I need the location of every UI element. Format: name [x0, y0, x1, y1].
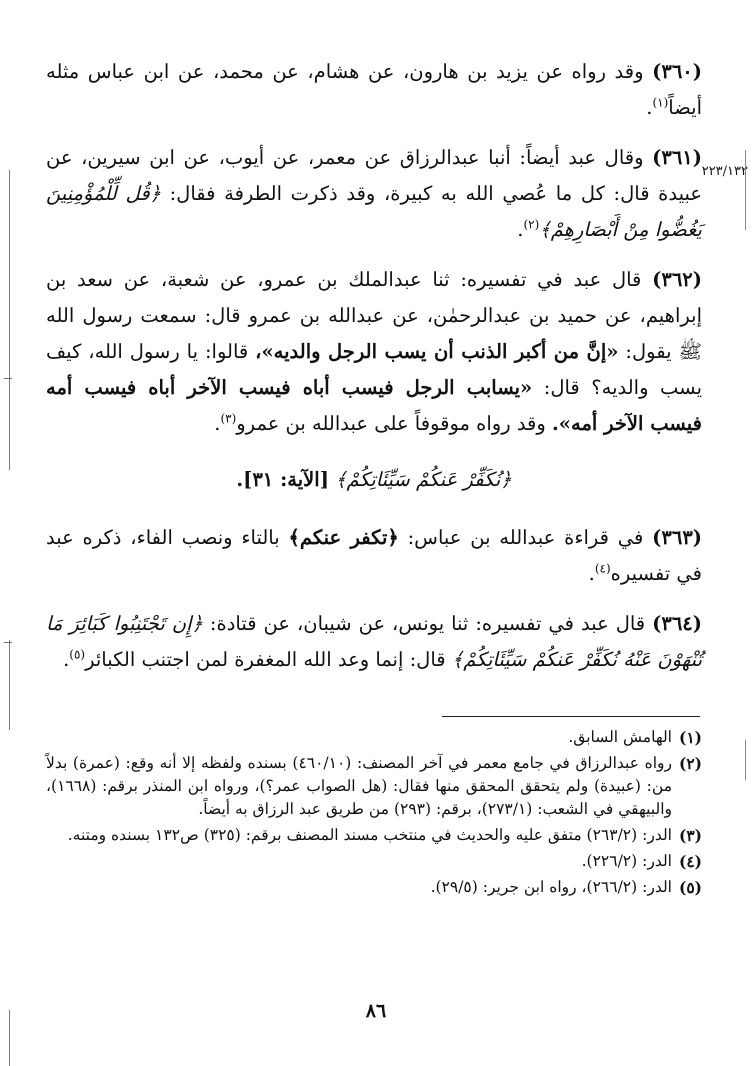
verse-reference: [الآية: ٣١].: [236, 468, 329, 491]
paragraph-text: وقال عبد أيضاً: أنبا عبدالرزاق عن معمر، عن أيوب، عن ابن سيرين، عن عبيدة قال: كل ما عُصي الله به كبيرة، وقد ذكرت الطرفة فقال:: [46, 146, 703, 205]
footnote-ref[interactable]: (١): [652, 95, 669, 110]
scan-edge-line: [9, 640, 10, 730]
paragraph-text: قالوا: يا رسول الله، كيف يسب والديه؟ قال:: [46, 340, 702, 399]
paragraph-text: قال عبد في تفسيره: ثنا عبدالملك بن عمرو، عن شعبة، عن سعد بن إبراهيم، عن حميد بن عبدالرحمٰن، عن عبدالله بن عمرو قال: سمعت رسول الله ﷺ يقول:: [46, 268, 703, 363]
footnote-item: [46, 726, 702, 749]
footnote-item: [46, 876, 702, 899]
paragraph-number: (٣٦١): [652, 146, 702, 169]
paragraph-number: (٣٦٤): [652, 612, 703, 635]
quran-verse: ﴿قُل لِّلْمُؤْمِنِينَ يَغُضُّوا مِنْ أَبْصَارِهِمْ﴾: [46, 182, 702, 241]
margin-manuscript-ref: ٢٢٣/١٣٢: [701, 164, 748, 179]
paragraph-number: (٣٦٢): [652, 268, 703, 291]
scan-edge-tick: [4, 642, 12, 643]
footnote-text: الدر: (٢٢٦/٢).: [581, 852, 672, 870]
footnote-ref[interactable]: (٥): [69, 647, 86, 662]
scan-edge-line: [9, 170, 10, 470]
hadith-text: «يسابب الرجل فيسب أباه فيسب الآخر أباه فيسب أمه فيسب الآخر أمه».: [46, 376, 702, 435]
footnote-item: [46, 752, 702, 821]
paragraph-number: (٣٦٠): [652, 60, 703, 83]
footnote-item: [46, 850, 702, 873]
quran-reading: ﴿تكفر عنكم﴾: [288, 526, 399, 549]
footnote-ref[interactable]: (٣): [220, 411, 237, 426]
page-number: ٨٦: [365, 1000, 387, 1022]
scan-edge-line: [9, 1010, 10, 1066]
paragraph-361: (٣٦١) وقال عبد أيضاً: أنبا عبدالرزاق عن معمر، عن أيوب، عن ابن سيرين، عن عبيدة قال: كل ما عُصي الله به كبيرة، وقد ذكرت الطرفة فقال: ﴿قُل لِّلْمُؤْمِنِينَ يَغُضُّوا مِنْ أَبْصَارِهِمْ﴾$^{(٢)}$.: [46, 146, 703, 241]
paragraph-text: وقد رواه عن يزيد بن هارون، عن هشام، عن محمد، عن ابن عباس مثله أيضاً: [46, 60, 702, 119]
paragraph-number: (٣٦٣): [652, 526, 703, 549]
footnote-number: (٣): [678, 826, 702, 845]
verse-heading: [46, 462, 702, 498]
paragraph-text: بالتاء ونصب الفاء، ذكره عبد في تفسيره: [46, 526, 702, 585]
paragraph-text: قال: إنما وعد الله المغفرة لمن اجتنب الكبائر: [85, 648, 446, 671]
hadith-text: «إنَّ من أكبر الذنب أن يسب الرجل والديه»،: [255, 340, 619, 363]
paragraph-362: (٣٦٢) قال عبد في تفسيره: ثنا عبدالملك بن عمرو، عن شعبة، عن سعد بن إبراهيم، عن حميد بن عبدالرحمٰن، عن عبدالله بن عمرو قال: سمعت رسول الله ﷺ يقول: «إنَّ من أكبر الذنب أن يسب الرجل والديه»، قالوا: يا رسول الله، كيف يسب والديه؟ قال: «يسابب الرجل فيسب أباه فيسب الآخر أباه فيسب أمه فيسب الآخر أمه». وقد رواه موقوفاً على عبدالله بن عمرو$^{(٣)}$.: [46, 268, 703, 435]
footnotes: [46, 726, 702, 902]
main-text: [46, 54, 702, 692]
footnote-text: الدر: (٢٦٦/٢)، رواه ابن جرير: (٢٩/٥).: [430, 878, 672, 896]
paragraph-364: (٣٦٤) قال عبد في تفسيره: ثنا يونس، عن شيبان، عن قتادة: ﴿إِن تَجْتَنِبُوا كَبَائِرَ مَا تُنْهَوْنَ عَنْهُ نُكَفِّرْ عَنكُمْ سَيِّئَاتِكُمْ﴾ قال: إنما وعد الله المغفرة لمن اجتنب الكبائر$^{(٥)}$.: [46, 612, 703, 671]
footnote-divider: [442, 716, 700, 717]
paragraph-text: في قراءة عبدالله بن عباس:: [407, 526, 644, 549]
quran-verse: ﴿نُكَفِّرْ عَنكُمْ سَيِّئَاتِكُمْ﴾: [335, 468, 512, 491]
footnote-ref[interactable]: (٤): [594, 561, 611, 576]
footnote-number: (٢): [678, 754, 702, 773]
scan-edge-tick: [4, 378, 12, 379]
footnote-number: (١): [678, 728, 702, 747]
quran-verse: ﴿إِن تَجْتَنِبُوا كَبَائِرَ مَا تُنْهَوْنَ عَنْهُ نُكَفِّرْ عَنكُمْ سَيِّئَاتِكُمْ﴾: [46, 612, 702, 671]
footnote-text: الهامش السابق.: [568, 728, 672, 746]
footnote-item: [46, 824, 702, 847]
footnote-number: (٤): [678, 852, 702, 871]
footnote-text: الدر: (٢٦٣/٢) متفق عليه والحديث في منتخب مسند المصنف برقم: (٣٢٥) ص١٣٢ بسنده ومتنه.: [67, 826, 672, 844]
scan-edge-line: [745, 740, 746, 780]
paragraph-363: (٣٦٣) في قراءة عبدالله بن عباس: ﴿تكفر عنكم﴾ بالتاء ونصب الفاء، ذكره عبد في تفسيره$^{(٤)}$.: [46, 526, 703, 585]
footnote-text: رواه عبدالرزاق في جامع معمر في آخر المصنف: (٤٦٠/١٠) بسنده ولفظه إلا أنه وقع: (عمرة) بدلاً من: (عبيدة) ولم يتحقق المحقق منها فقال: (هل الصواب عمر؟)، ورواه ابن المنذر برقم: (١٦٦٨)، والبيهقي في الشعب: (٢٧٣/١)، برقم: (٢٩٣) من طريق عبد الرزاق به أيضاً.: [46, 754, 672, 818]
paragraph-text: قال عبد في تفسيره: ثنا يونس، عن شيبان، عن قتادة:: [209, 612, 646, 635]
scan-edge-line: [745, 150, 746, 230]
paragraph-text: وقد رواه موقوفاً على عبدالله بن عمرو: [236, 412, 546, 435]
footnote-ref[interactable]: (٢): [523, 217, 540, 232]
footnote-number: (٥): [678, 878, 702, 897]
paragraph-360: (٣٦٠) وقد رواه عن يزيد بن هارون، عن هشام، عن محمد، عن ابن عباس مثله أيضاً$^{(١)}$.: [46, 60, 703, 119]
